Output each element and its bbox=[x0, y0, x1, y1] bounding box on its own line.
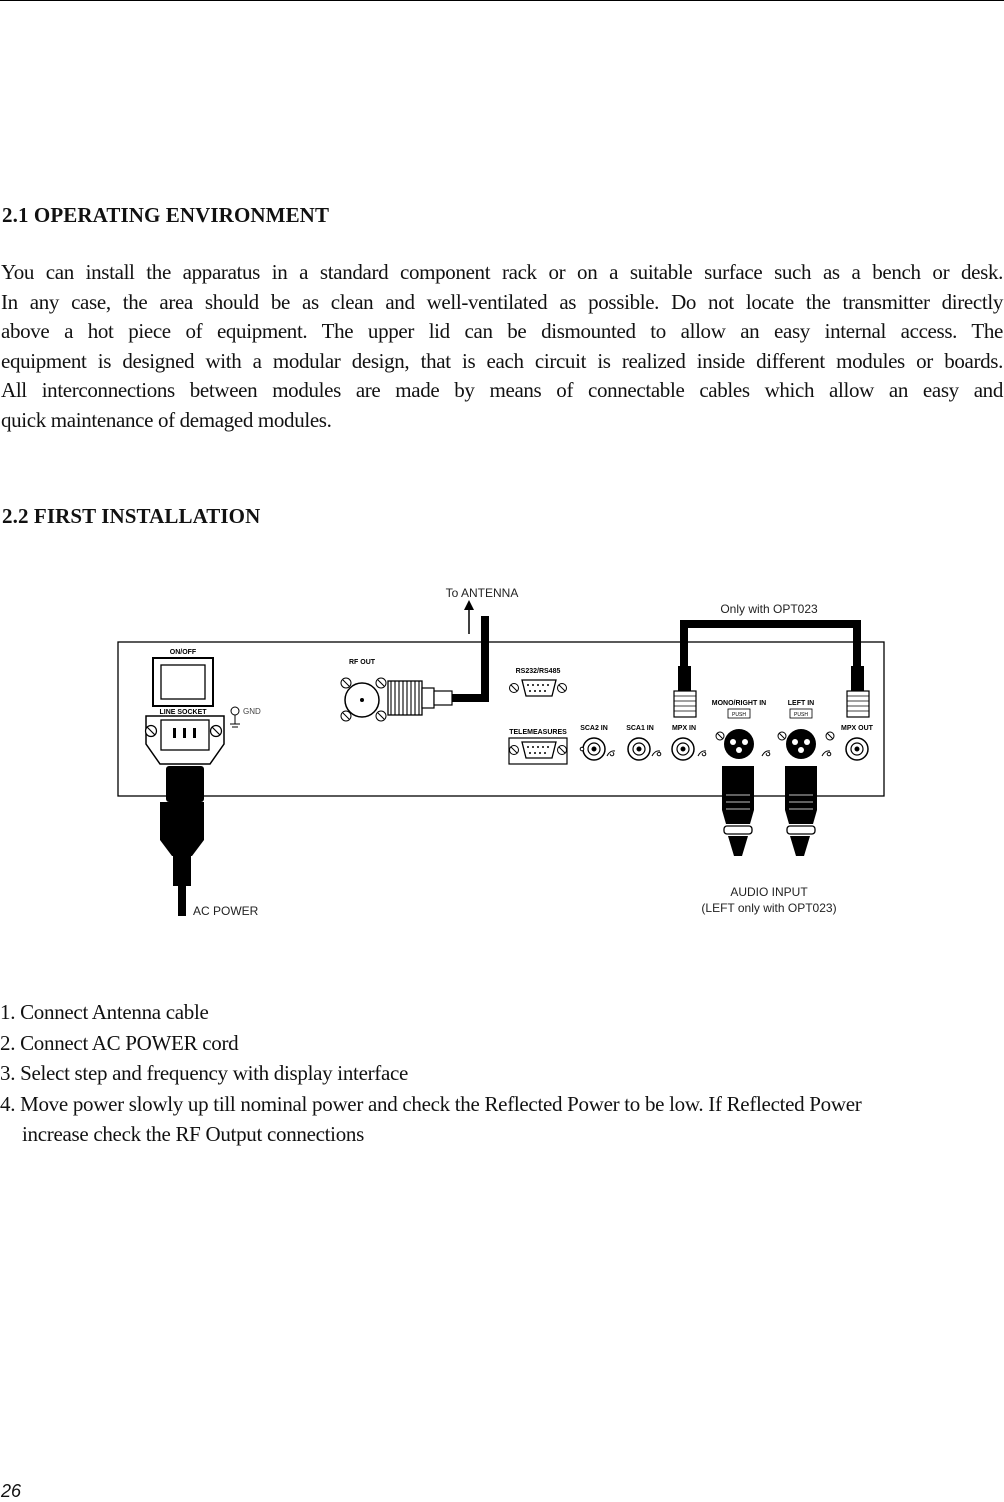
installation-steps bbox=[0, 997, 1004, 1150]
step-item: 2. Connect AC POWER cord bbox=[0, 1030, 239, 1055]
step-item: 1. Connect Antenna cable bbox=[0, 1000, 209, 1024]
sca2-in-label: SCA2 IN bbox=[580, 725, 608, 732]
left-in-label: LEFT IN bbox=[787, 700, 815, 707]
rf-out-label: RF OUT bbox=[348, 659, 376, 666]
paragraph-line: All interconnections between modules are made by means of connectable cables which allow an easy and bbox=[1, 378, 1003, 402]
paragraph-line: In any case, the area should be as clean and well-ventilated as possible. Do not locate the transmitter directly bbox=[1, 289, 1003, 314]
step-continuation: increase check the RF Output connections bbox=[22, 1122, 364, 1146]
step-item bbox=[0, 1089, 1004, 1150]
on-off-label: ON/OFF bbox=[169, 649, 197, 656]
mpx-out-connector bbox=[846, 738, 868, 760]
to-antenna-label: To ANTENNA bbox=[445, 586, 519, 600]
paragraph-line: equipment is designed with a modular design, that is each circuit is realized inside different modules or boards. bbox=[1, 348, 1003, 373]
telemeasures-port bbox=[522, 742, 556, 758]
mpx-out-label: MPX OUT bbox=[841, 725, 873, 732]
push-label: PUSH bbox=[794, 712, 808, 718]
only-opt023-label: Only with OPT023 bbox=[720, 602, 818, 616]
section-heading-first-installation: 2.2 FIRST INSTALLATION bbox=[2, 504, 261, 528]
gnd-label: GND bbox=[243, 707, 261, 716]
gnd-terminal bbox=[231, 707, 239, 715]
audio-input-label: AUDIO INPUT bbox=[730, 885, 808, 899]
ac-power-label: AC POWER bbox=[193, 904, 259, 918]
step-text: 4. Move power slowly up till nominal power and check the Reflected Power to be low. If Reflected Power bbox=[0, 1091, 862, 1116]
sca1-in-connector bbox=[628, 738, 650, 760]
push-label: PUSH bbox=[732, 712, 746, 718]
audio-plug-mono-right bbox=[722, 766, 754, 856]
page-number: 26 bbox=[1, 1481, 22, 1501]
left-xlr-input bbox=[786, 729, 816, 759]
mono-right-in-label: MONO/RIGHT IN bbox=[711, 700, 767, 707]
mpx-in-connector bbox=[672, 738, 694, 760]
section-heading-operating-environment: 2.1 OPERATING ENVIRONMENT bbox=[2, 203, 330, 227]
rear-panel bbox=[118, 642, 884, 796]
paragraph-line: You can install the apparatus in a standard component rack or on a suitable surface such as a bench or desk. bbox=[1, 260, 1003, 284]
rs232-label: RS232/RS485 bbox=[515, 668, 561, 675]
sca2-in-connector bbox=[583, 738, 605, 760]
line-socket-label: LINE SOCKET bbox=[159, 709, 207, 716]
mono-right-xlr-input bbox=[724, 729, 754, 759]
operating-environment-paragraph bbox=[1, 258, 1003, 435]
audio-plug-left bbox=[785, 766, 817, 856]
top-rule bbox=[0, 0, 1004, 1]
rs232-port bbox=[522, 680, 556, 696]
installation-diagram bbox=[0, 570, 1004, 930]
audio-input-note: (LEFT only with OPT023) bbox=[701, 901, 837, 915]
mpx-in-label: MPX IN bbox=[671, 725, 697, 732]
sca1-in-label: SCA1 IN bbox=[626, 725, 654, 732]
ac-power-cord bbox=[178, 886, 186, 916]
paragraph-line: above a hot piece of equipment. The upper lid can be dismounted to allow an easy internal access. The bbox=[1, 319, 1003, 343]
paragraph-line: quick maintenance of demaged modules. bbox=[1, 407, 332, 432]
telemeasures-label: TELEMEASURES bbox=[509, 729, 567, 736]
step-item: 3. Select step and frequency with display interface bbox=[0, 1061, 409, 1085]
ac-power-plug bbox=[166, 766, 204, 802]
antenna-cable-connector bbox=[388, 681, 422, 715]
